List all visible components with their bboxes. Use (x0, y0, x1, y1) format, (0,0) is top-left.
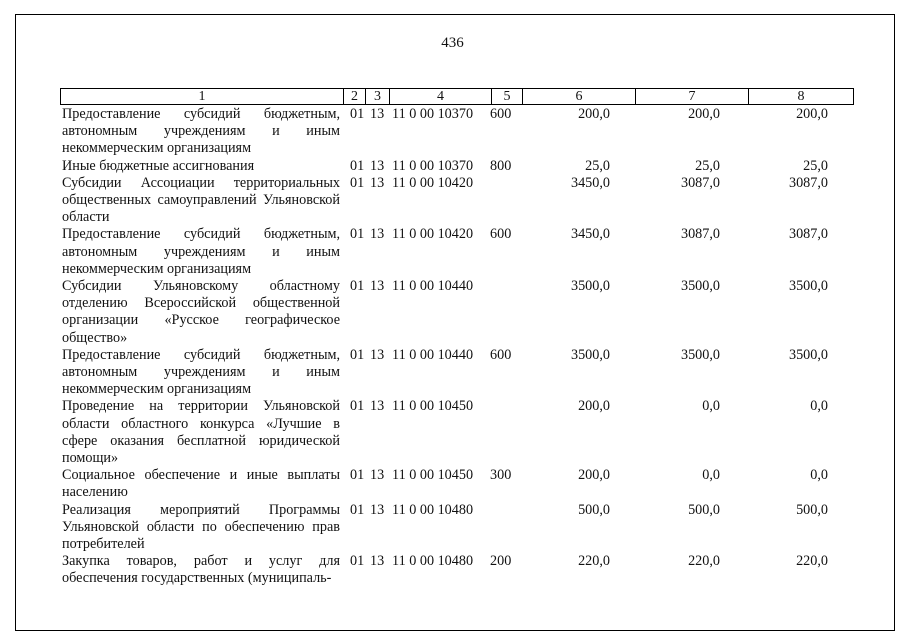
column-header-row (61, 89, 854, 105)
row-value-8: 0,0 (810, 398, 828, 415)
table-row (62, 158, 882, 175)
row-expense-type: 800 (490, 157, 512, 174)
page-number: 436 (441, 35, 464, 51)
row-subsection: 13 (370, 106, 385, 122)
row-value-8: 3087,0 (788, 174, 828, 191)
row-value-8: 3500,0 (788, 346, 828, 363)
row-expense-type (490, 398, 520, 467)
column-header-1: 1 (61, 89, 344, 105)
row-name: Социальное обеспечение и иные выплаты населению (62, 467, 340, 501)
row-section: 01 (350, 174, 365, 191)
page-frame-top (15, 14, 895, 15)
row-name: Иные бюджетные ассигнования (62, 157, 255, 174)
row-name: Проведение на территории Ульяновской области областного конкурса «Лучшие в сфере оказания бесплатной юридической помощи» (62, 398, 340, 467)
row-value-6: 3500,0 (570, 346, 610, 363)
page-frame-bottom (15, 630, 895, 631)
row-expense-type (490, 502, 520, 554)
row-subsection: 13 (370, 553, 385, 570)
row-name: Предоставление субсидий бюджетным, автономным учреждениям и иным некоммерческим организациям (62, 346, 340, 398)
row-target-code: 11 0 00 10450 (392, 467, 474, 484)
row-expense-type: 300 (490, 467, 512, 484)
row-value-7: 25,0 (695, 157, 720, 174)
table-row (62, 553, 882, 587)
column-header-4: 4 (390, 89, 492, 105)
row-target-code: 11 0 00 10480 (392, 501, 474, 518)
table-row (62, 106, 882, 158)
row-name: Реализация мероприятий Программы Ульяновской области по обеспечению прав потребителей (62, 501, 340, 553)
row-expense-type: 600 (490, 226, 512, 243)
row-value-6: 220,0 (578, 553, 610, 570)
row-value-7: 3500,0 (680, 278, 720, 295)
row-value-7: 3087,0 (680, 226, 720, 243)
row-target-code: 11 0 00 10420 (392, 174, 474, 191)
page-frame-right (894, 14, 895, 630)
row-section: 01 (350, 501, 365, 518)
row-value-6: 25,0 (585, 157, 610, 174)
row-target-code: 11 0 00 10370 (392, 157, 474, 174)
row-subsection: 13 (370, 278, 385, 295)
table-row (62, 467, 882, 501)
row-value-7: 200,0 (688, 106, 720, 122)
row-subsection: 13 (370, 501, 385, 518)
row-target-code: 11 0 00 10370 (392, 106, 474, 122)
row-subsection: 13 (370, 226, 385, 243)
row-name: Субсидии Ульяновскому областному отделению Всероссийской общественной организации «Русское географическое общество» (62, 278, 340, 346)
row-target-code: 11 0 00 10440 (392, 278, 474, 295)
row-value-8: 500,0 (796, 501, 828, 518)
row-value-6: 3450,0 (570, 226, 610, 243)
column-header-5: 5 (492, 89, 523, 105)
row-target-code: 11 0 00 10440 (392, 346, 474, 363)
row-subsection: 13 (370, 346, 385, 363)
row-value-6: 3450,0 (570, 174, 610, 191)
column-header-8: 8 (749, 89, 854, 105)
table-row (62, 398, 882, 467)
row-target-code: 11 0 00 10420 (392, 226, 474, 243)
column-header-6: 6 (523, 89, 636, 105)
table-row (62, 226, 882, 278)
row-subsection: 13 (370, 398, 385, 415)
row-subsection: 13 (370, 467, 385, 484)
row-value-8: 0,0 (810, 467, 828, 484)
row-name: Предоставление субсидий бюджетным, автономным учреждениям и иным некоммерческим организациям (62, 226, 340, 277)
table-row (62, 347, 882, 399)
table-row (62, 502, 882, 554)
row-value-8: 200,0 (796, 106, 828, 122)
column-header-2: 2 (344, 89, 366, 105)
row-value-7: 220,0 (688, 553, 720, 570)
row-section: 01 (350, 226, 365, 243)
row-value-6: 500,0 (578, 501, 610, 518)
row-value-7: 3500,0 (680, 346, 720, 363)
row-value-7: 3087,0 (680, 174, 720, 191)
row-value-6: 200,0 (578, 467, 610, 484)
column-header-7: 7 (636, 89, 749, 105)
row-subsection: 13 (370, 157, 385, 174)
row-expense-type (490, 175, 520, 227)
row-value-6: 200,0 (578, 106, 610, 122)
page-frame-left (15, 14, 16, 630)
row-section: 01 (350, 467, 365, 484)
table-row (62, 175, 882, 227)
row-name: Субсидии Ассоциации территориальных общественных самоуправлений Ульяновской области (62, 174, 340, 226)
column-header-3: 3 (366, 89, 390, 105)
row-target-code: 11 0 00 10450 (392, 398, 474, 415)
budget-table-body (62, 106, 882, 588)
row-expense-type (490, 278, 520, 347)
row-value-7: 0,0 (702, 467, 720, 484)
row-value-7: 500,0 (688, 501, 720, 518)
row-target-code: 11 0 00 10480 (392, 553, 474, 570)
row-section: 01 (350, 553, 365, 570)
row-value-8: 220,0 (796, 553, 828, 570)
row-section: 01 (350, 157, 365, 174)
row-value-6: 200,0 (578, 398, 610, 415)
row-name: Предоставление субсидий бюджетным, автономным учреждениям и иным некоммерческим организациям (62, 106, 340, 157)
row-section: 01 (350, 106, 365, 122)
row-section: 01 (350, 346, 365, 363)
row-value-7: 0,0 (702, 398, 720, 415)
row-value-8: 3087,0 (788, 226, 828, 243)
row-section: 01 (350, 398, 365, 415)
row-subsection: 13 (370, 174, 385, 191)
row-expense-type: 600 (490, 346, 512, 363)
row-value-6: 3500,0 (570, 278, 610, 295)
row-name: Закупка товаров, работ и услуг для обеспечения государственных (муниципаль- (62, 553, 340, 587)
row-value-8: 25,0 (803, 157, 828, 174)
row-section: 01 (350, 278, 365, 295)
row-value-8: 3500,0 (788, 278, 828, 295)
row-expense-type: 600 (490, 106, 512, 122)
row-expense-type: 200 (490, 553, 512, 570)
column-header-table (60, 88, 854, 105)
table-row (62, 278, 882, 347)
